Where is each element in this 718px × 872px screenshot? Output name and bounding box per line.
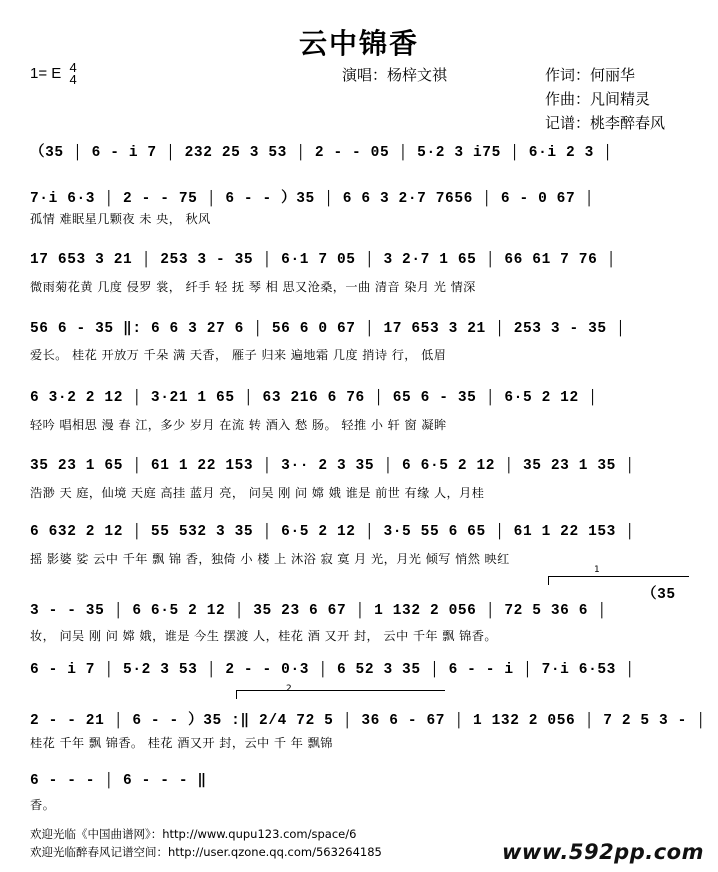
notation-row-2: 7·i 6·3 │ 2 - - 75 │ 6 - - ）35 │ 6 6 3 2·7 7656 │ 6 - 0 67 │: [30, 191, 594, 207]
transcriber-credit: 记谱：桃李醉春风: [545, 114, 666, 132]
lyric-row-6: 浩渺 天 庭，仙境 天庭 高挂 蓝月 亮， 问吴 刚 问 嫦 娥 谁是 前世 有缘 人，月桂: [30, 486, 485, 500]
notation-row-3: 17 653 3 21 │ 253 3 - 35 │ 6·1 7 05 │ 3 2·7 1 65 │ 66 61 7 76 │: [30, 252, 616, 268]
footer-line-2: 欢迎光临醉春风记谱空间：http://user.qzone.qq.com/563264185: [30, 845, 382, 859]
lyric-row-11: 香。: [30, 798, 56, 812]
lyric-row-3: 微雨菊花黄 几度 侵罗 裳， 纤手 轻 抚 琴 相 思又沧桑，一曲 清音 染月 光 情深: [30, 280, 476, 294]
footer-line-1: 欢迎光临《中国曲谱网》：http://www.qupu123.com/space/6: [30, 827, 357, 841]
time-signature-bottom: 4: [69, 72, 77, 87]
lyric-row-7: 摇 影婆 娑 云中 千年 飘 锦 香，独倚 小 楼 上 沐浴 寂 寞 月 光，月光 倾写 悄然 映红: [30, 552, 510, 566]
notation-row-6: 35 23 1 65 │ 61 1 22 153 │ 3·· 2 3 35 │ 6 6·5 2 12 │ 35 23 1 35 │: [30, 458, 635, 474]
lyric-row-4: 爱长。 桂花 开放万 千朵 满 天香， 雁子 归来 遍地霜 几度 捎诗 行， 低眉: [30, 348, 447, 362]
notation-row-9: 6 - i 7 │ 5·2 3 53 │ 2 - - 0·3 │ 6 52 3 35 │ 6 - - i │ 7·i 6·53 │: [30, 662, 635, 678]
lyricist-credit: 作词：何丽华: [545, 66, 636, 84]
notation-row-1: （35 │ 6 - i 7 │ 232 25 3 53 │ 2 - - 05 │ 5·2 3 i75 │ 6·i 2 3 │: [30, 145, 613, 161]
time-signature-top: 4: [69, 60, 77, 75]
notation-row-11: 6 - - - │ 6 - - - ‖: [30, 773, 207, 789]
lyric-row-5: 轻吟 唱相思 漫 春 江，多少 岁月 在流 转 酒入 愁 肠。 轻推 小 轩 窗 凝眸: [30, 418, 447, 432]
notation-row-10: 2 - - 21 │ 6 - - ）35 :‖ 2/4 72 5 │ 36 6 - 67 │ 1 132 2 056 │ 7 2 5 3 - │: [30, 713, 706, 729]
lyric-row-10: 桂花 千年 飘 锦香。 桂花 酒又开 封，云中 千 年 飘锦: [30, 736, 333, 750]
notation-row-8: 3 - - 35 │ 6 6·5 2 12 │ 35 23 6 67 │ 1 132 2 056 │ 72 5 36 6 │: [30, 603, 607, 619]
notation-row-5: 6 3·2 2 12 │ 3·21 1 65 │ 63 216 6 76 │ 65 6 - 35 │ 6·5 2 12 │: [30, 390, 598, 406]
key-label: 1= E: [30, 64, 62, 82]
song-title: 云中锦香: [298, 27, 419, 60]
key-signature: [30, 62, 77, 86]
lyric-row-8: 妆， 问吴 刚 问 嫦 娥，谁是 今生 摆渡 人，桂花 酒 又开 封， 云中 千年 飘 锦香。: [30, 629, 497, 643]
notation-row-7: 6 632 2 12 │ 55 532 3 35 │ 6·5 2 12 │ 3·5 55 6 65 │ 61 1 22 153 │: [30, 524, 635, 540]
singer-credit: 演唱：杨梓文祺: [342, 66, 448, 84]
time-signature: [69, 62, 76, 86]
lyric-row-2: 孤情 难眠星几颗夜 未 央， 秋风: [30, 212, 211, 226]
first-ending-label: 1: [594, 565, 600, 575]
second-ending-bracket: [236, 690, 445, 699]
notation-row-4: 56 6 - 35 ‖: 6 6 3 27 6 │ 56 6 0 67 │ 17 653 3 21 │ 253 3 - 35 │: [30, 321, 626, 337]
site-watermark: www.592pp.com: [502, 840, 704, 864]
second-ending-label: 2: [286, 684, 292, 694]
pickup-notes: （35: [642, 587, 676, 603]
composer-credit: 作曲：凡间精灵: [545, 90, 651, 108]
